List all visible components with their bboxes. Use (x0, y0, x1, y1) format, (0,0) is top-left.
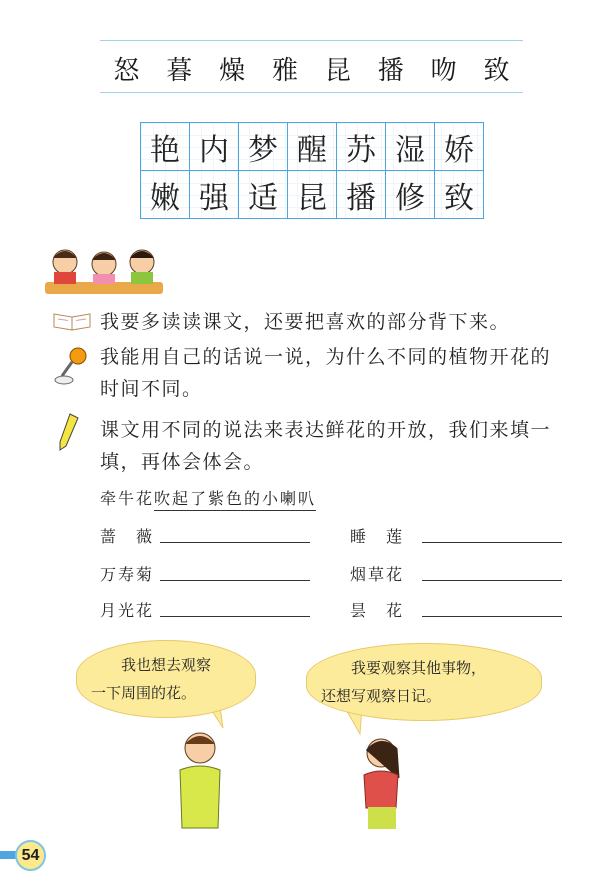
grid-cell: 昆 (288, 171, 337, 219)
fill-blank[interactable] (160, 580, 310, 581)
fill-label: 烟草花 (350, 565, 405, 584)
char: 吻 (430, 56, 457, 86)
page-number: 54 (15, 840, 46, 871)
grid-cell: 醒 (288, 123, 337, 171)
fill-label: 蔷 薇 (100, 527, 155, 546)
bubble-line: 一下周围的花。 (91, 684, 197, 702)
example-answer: 吹起了紫色的小喇叭 (154, 489, 316, 511)
char: 致 (483, 56, 510, 86)
boy-illustration (170, 728, 230, 833)
grid-cell: 修 (386, 171, 435, 219)
char: 播 (377, 56, 404, 86)
girl-illustration (336, 733, 436, 833)
bubble-line: 我也想去观察 (91, 656, 212, 674)
task-line: 我能用自己的话说一说，为什么不同的植物开花的 (100, 346, 552, 368)
writing-grid (140, 122, 484, 219)
pencil-icon (56, 412, 80, 452)
example-subject: 牵牛花 (100, 489, 155, 508)
task-line: 我要多读读课文，还要把喜欢的部分背下来。 (100, 311, 511, 333)
reading-task (100, 306, 595, 338)
task-line: 课文用不同的说法来表达鲜花的开放，我们来填一 (100, 419, 552, 441)
grid-cell: 强 (190, 171, 239, 219)
fill-blank[interactable] (160, 542, 310, 543)
recognize-characters-row (100, 50, 523, 87)
grid-cell: 梦 (239, 123, 288, 171)
grid-cell: 娇 (435, 123, 484, 171)
char: 昆 (324, 56, 351, 86)
fill-label: 昙 花 (350, 601, 405, 620)
microphone-icon (52, 344, 92, 386)
writing-task (100, 414, 595, 478)
char: 暮 (166, 56, 193, 86)
char: 怒 (113, 56, 140, 86)
fill-label: 睡 莲 (350, 527, 405, 546)
example-sentence (100, 486, 316, 509)
task-line: 填，再体会体会。 (100, 451, 265, 473)
title-bottom-rule (100, 92, 523, 93)
fill-blank[interactable] (422, 580, 562, 581)
speech-bubble-boy (76, 640, 256, 718)
children-reading-illustration (40, 240, 168, 298)
grid-cell: 湿 (386, 123, 435, 171)
fill-blank[interactable] (422, 542, 562, 543)
fill-blank[interactable] (160, 616, 310, 617)
grid-cell: 苏 (337, 123, 386, 171)
title-top-rule (100, 40, 523, 41)
grid-cell: 适 (239, 171, 288, 219)
book-icon (52, 310, 94, 332)
char: 燥 (219, 56, 246, 86)
grid-cell: 艳 (141, 123, 190, 171)
fill-blank[interactable] (422, 616, 562, 617)
speech-bubble-girl (306, 643, 542, 721)
fill-label: 万寿菊 (100, 565, 155, 584)
bubble-line: 我要观察其他事物， (321, 659, 487, 677)
fill-label: 月光花 (100, 601, 155, 620)
task-line: 时间不同。 (100, 378, 203, 400)
bubble-line: 还想写观察日记。 (321, 687, 442, 705)
grid-cell: 致 (435, 171, 484, 219)
grid-cell: 内 (190, 123, 239, 171)
grid-cell: 播 (337, 171, 386, 219)
speaking-task (100, 341, 595, 405)
grid-cell: 嫩 (141, 171, 190, 219)
char: 雅 (272, 56, 299, 86)
